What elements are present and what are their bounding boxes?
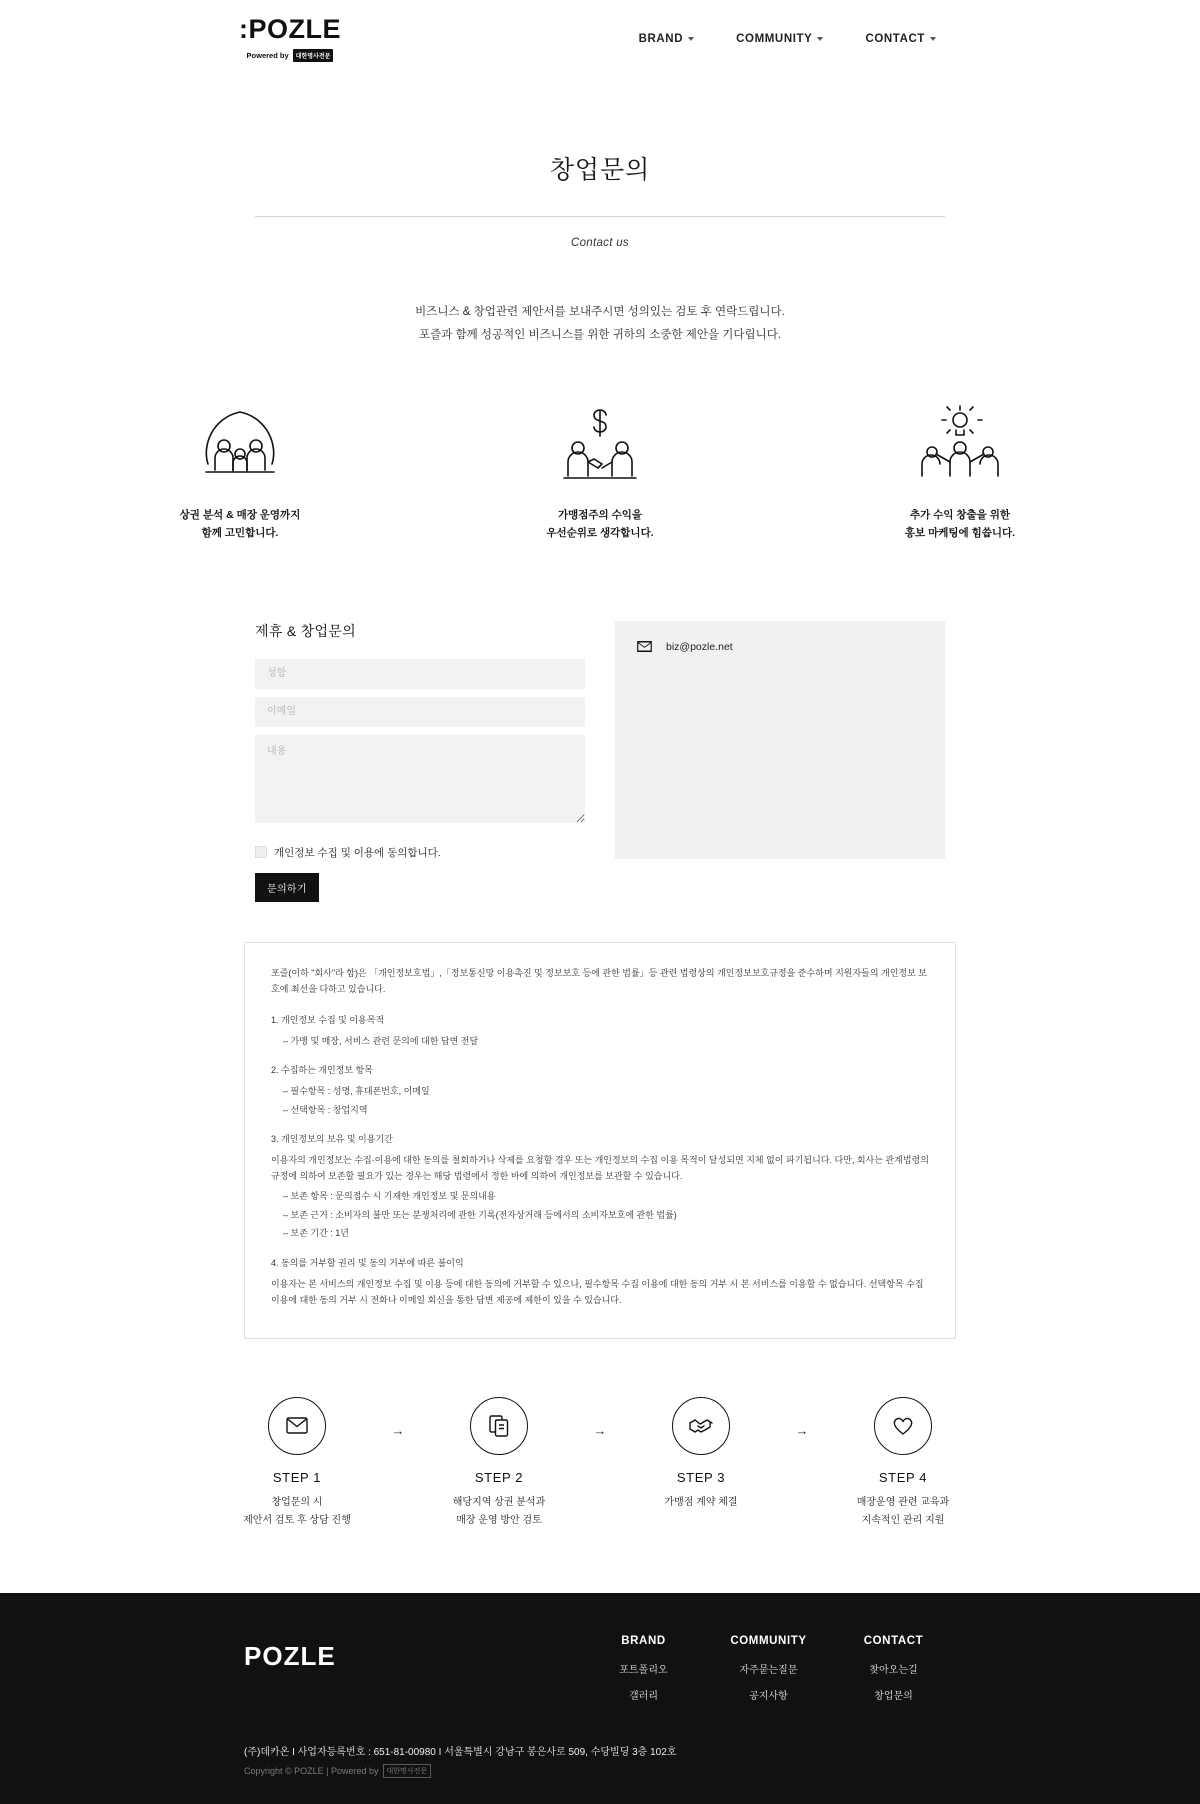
nav-item-contact[interactable] — [865, 33, 936, 45]
nav-item-brand-label: BRAND — [638, 33, 684, 45]
step-arrow-3: → — [795, 1422, 809, 1438]
contact-email-text[interactable]: biz@pozle.net — [666, 640, 733, 653]
process-steps — [0, 1397, 1200, 1531]
main-nav — [639, 33, 1136, 45]
footer-copyright: Copyright © POZLE | Powered by — [244, 1765, 379, 1776]
privacy-section-2-title: 2. 수집하는 개인정보 항목 — [271, 1065, 373, 1076]
logo-text: :POZLE — [239, 14, 341, 44]
mail-icon — [637, 641, 652, 652]
footer-company-info: (주)데카온 I 사업자등록번호 : 651-81-00980 I 서울특별시 강남구 봉은사로 509, 수당빌딩 3층 102호 — [244, 1746, 677, 1758]
message-textarea[interactable] — [255, 735, 585, 823]
feature-caption-3-line1: 추가 수익 창출을 위한 — [909, 509, 1011, 521]
privacy-section-1 — [271, 1012, 929, 1049]
step-3-name: STEP 3 — [676, 1469, 726, 1485]
feature-caption-1-line1: 상권 분석 & 매장 운영까지 — [179, 509, 301, 521]
nav-item-community-label: COMMUNITY — [736, 33, 813, 45]
footer-column-contact-title: CONTACT — [863, 1634, 924, 1647]
page-title: 창업문의 — [549, 156, 651, 184]
feature-caption-3 — [860, 507, 1060, 543]
inquiry-form — [255, 621, 585, 902]
privacy-section-4-title: 4. 동의를 거부할 권리 및 동의 거부에 따른 불이익 — [271, 1258, 464, 1269]
footer-link-notice[interactable]: 공지사항 — [749, 1690, 788, 1702]
feature-item-3 — [860, 399, 1060, 543]
step-3-circle — [672, 1397, 730, 1455]
feature-caption-2 — [500, 507, 700, 543]
feature-item-2 — [500, 399, 700, 543]
step-item-4 — [817, 1397, 989, 1531]
footer-copyright-row — [244, 1764, 956, 1778]
step-item-1 — [211, 1397, 383, 1531]
footer-top — [244, 1635, 956, 1713]
footer-link-portfolio[interactable]: 포트폴리오 — [619, 1664, 668, 1676]
step-2-desc-line2: 매장 운영 방안 검토 — [456, 1515, 542, 1527]
logo-powered-by — [247, 49, 334, 62]
form-heading: 제휴 & 창업문의 — [255, 622, 356, 639]
privacy-policy-box — [244, 942, 956, 1339]
logo-powered-by-text: Powered by — [246, 51, 289, 60]
privacy-section-3 — [271, 1131, 929, 1242]
step-2-circle — [470, 1397, 528, 1455]
privacy-agree-row — [255, 845, 585, 860]
step-4-circle — [874, 1397, 932, 1455]
chevron-down-icon — [930, 37, 936, 41]
intro-line-2: 포즐과 함께 성공적인 비즈니스를 위한 귀하의 소중한 제안을 기다립니다. — [418, 329, 782, 341]
privacy-section-3-title: 3. 개인정보의 보유 및 이용기간 — [271, 1134, 393, 1145]
footer-column-community — [706, 1635, 831, 1713]
privacy-section-4-body: 이용자는 본 서비스의 개인정보 수집 및 이용 등에 대한 동의에 거부할 수 있으나, 필수항목 수집 이용에 대한 동의 거부 시 본 서비스를 이용할 수 없습니다. 선택항목 수집 이용에 대한 동의 거부 시 전화나 이메일 회신을 통한 답변 제공에 제한이 있을 수 있습니다. — [271, 1278, 924, 1306]
feature-caption-2-line2: 우선순위로 생각합니다. — [546, 526, 654, 539]
step-1-desc-line1: 창업문의 시 — [271, 1496, 323, 1508]
step-2-desc — [413, 1494, 585, 1531]
privacy-section-3-body: 이용자의 개인정보는 수집·이용에 대한 동의를 철회하거나 삭제를 요청할 경우 또는 개인정보의 수집 이용 목적이 달성되면 지체 없이 파기됩니다. 다만, 회사는 관계법령의 규정에 의하여 보존할 필요가 있는 경우는 해당 법령에서 정한 바에 의하여 개인정보를 보관할 수 있습니다. — [271, 1154, 929, 1182]
footer-column-community-title: COMMUNITY — [730, 1634, 807, 1647]
footer-logo: POZLE — [244, 1640, 336, 1671]
step-1-name: STEP 1 — [272, 1469, 322, 1485]
step-1-circle — [268, 1397, 326, 1455]
footer-column-brand — [581, 1635, 706, 1713]
logo-badge: 대한명사전문 — [293, 49, 334, 62]
site-footer — [0, 1593, 1200, 1804]
footer-badge: 대한명사전문 — [383, 1764, 432, 1778]
feature-caption-1-line2: 함께 고민합니다. — [201, 526, 279, 539]
privacy-section-2 — [271, 1062, 929, 1118]
page-content — [0, 78, 1200, 1531]
privacy-agree-label: 개인정보 수집 및 이용에 동의합니다. — [274, 846, 441, 859]
step-3-desc — [615, 1494, 787, 1513]
step-1-desc — [211, 1494, 383, 1531]
nav-item-contact-label: CONTACT — [865, 33, 925, 45]
logo[interactable] — [240, 16, 340, 62]
step-item-2 — [413, 1397, 585, 1531]
page-title-section — [0, 78, 1200, 249]
feature-item-1 — [140, 399, 340, 543]
step-item-3 — [615, 1397, 787, 1513]
idea-lightbulb-icon — [860, 399, 1060, 495]
privacy-section-4 — [271, 1255, 929, 1309]
step-2-name: STEP 2 — [474, 1469, 524, 1485]
footer-column-brand-title: BRAND — [621, 1634, 666, 1647]
step-arrow-1: → — [391, 1422, 405, 1438]
features-section — [0, 399, 1200, 543]
chevron-down-icon — [688, 37, 694, 41]
step-1-desc-line2: 제안서 검토 후 상담 진행 — [243, 1515, 351, 1527]
name-input[interactable] — [255, 659, 585, 689]
nav-item-brand[interactable] — [639, 33, 695, 45]
feature-caption-3-line2: 홍보 마케팅에 힘씁니다. — [904, 526, 1016, 539]
footer-bottom — [244, 1743, 956, 1804]
contact-email-row — [637, 641, 923, 653]
contact-section — [0, 621, 1200, 902]
footer-link-inquiry[interactable]: 창업문의 — [874, 1690, 913, 1702]
privacy-section-2-line-1: – 필수항목 : 성명, 휴대폰번호, 이메일 — [283, 1085, 430, 1096]
step-4-desc — [817, 1494, 989, 1531]
family-group-icon — [140, 399, 340, 495]
page-subtitle: Contact us — [571, 237, 629, 249]
title-divider — [255, 216, 945, 217]
privacy-section-3-line-3: – 보존 기간 : 1년 — [283, 1228, 349, 1239]
site-header — [0, 0, 1200, 78]
intro-line-1: 비즈니스 & 창업관련 제안서를 보내주시면 성의있는 검토 후 연락드립니다. — [415, 306, 785, 318]
footer-column-contact — [831, 1635, 956, 1713]
footer-link-directions[interactable]: 찾아오는길 — [869, 1664, 918, 1676]
privacy-section-3-line-1: – 보존 항목 : 문의접수 시 기재한 개인정보 및 문의내용 — [283, 1191, 496, 1202]
feature-caption-2-line1: 가맹점주의 수익을 — [557, 509, 643, 521]
intro-text — [0, 301, 1200, 347]
step-4-desc-line2: 지속적인 관리 지원 — [861, 1515, 945, 1527]
privacy-intro: 포즐(이하 "회사"라 함)은 「개인정보호법」,「정보통신망 이용촉진 및 정보보호 등에 관한 법률」등 관련 법령상의 개인정보보호규정을 준수하며 지원자들의 개인정보 보호에 최선을 다하고 있습니다. — [271, 967, 928, 995]
handshake-money-icon — [500, 399, 700, 495]
step-4-name: STEP 4 — [878, 1469, 928, 1485]
footer-link-gallery[interactable]: 갤러리 — [629, 1690, 658, 1702]
nav-item-community[interactable] — [736, 33, 823, 45]
contact-info-panel — [615, 621, 945, 859]
email-input[interactable] — [255, 697, 585, 727]
step-4-desc-line1: 매장운영 관련 교육과 — [856, 1496, 950, 1508]
privacy-agree-checkbox[interactable] — [255, 846, 267, 858]
step-3-desc-line1: 가맹점 계약 체결 — [664, 1496, 738, 1508]
chevron-down-icon — [817, 37, 823, 41]
privacy-section-3-line-2: – 보존 근거 : 소비자의 불만 또는 분쟁처리에 관한 기록(전자상거래 등에서의 소비자보호에 관한 법률) — [283, 1209, 677, 1220]
submit-inquiry-button[interactable]: 문의하기 — [255, 873, 319, 902]
step-2-desc-line1: 해당지역 상권 분석과 — [452, 1496, 546, 1508]
feature-caption-1 — [140, 507, 340, 543]
footer-link-faq[interactable]: 자주묻는질문 — [739, 1664, 798, 1676]
privacy-section-2-line-2: – 선택항목 : 창업지역 — [283, 1104, 368, 1115]
privacy-section-1-line-1: – 가맹 및 매장, 서비스 관련 문의에 대한 답변 전달 — [283, 1035, 479, 1046]
privacy-section-1-title: 1. 개인정보 수집 및 이용목적 — [271, 1014, 385, 1025]
step-arrow-2: → — [593, 1422, 607, 1438]
